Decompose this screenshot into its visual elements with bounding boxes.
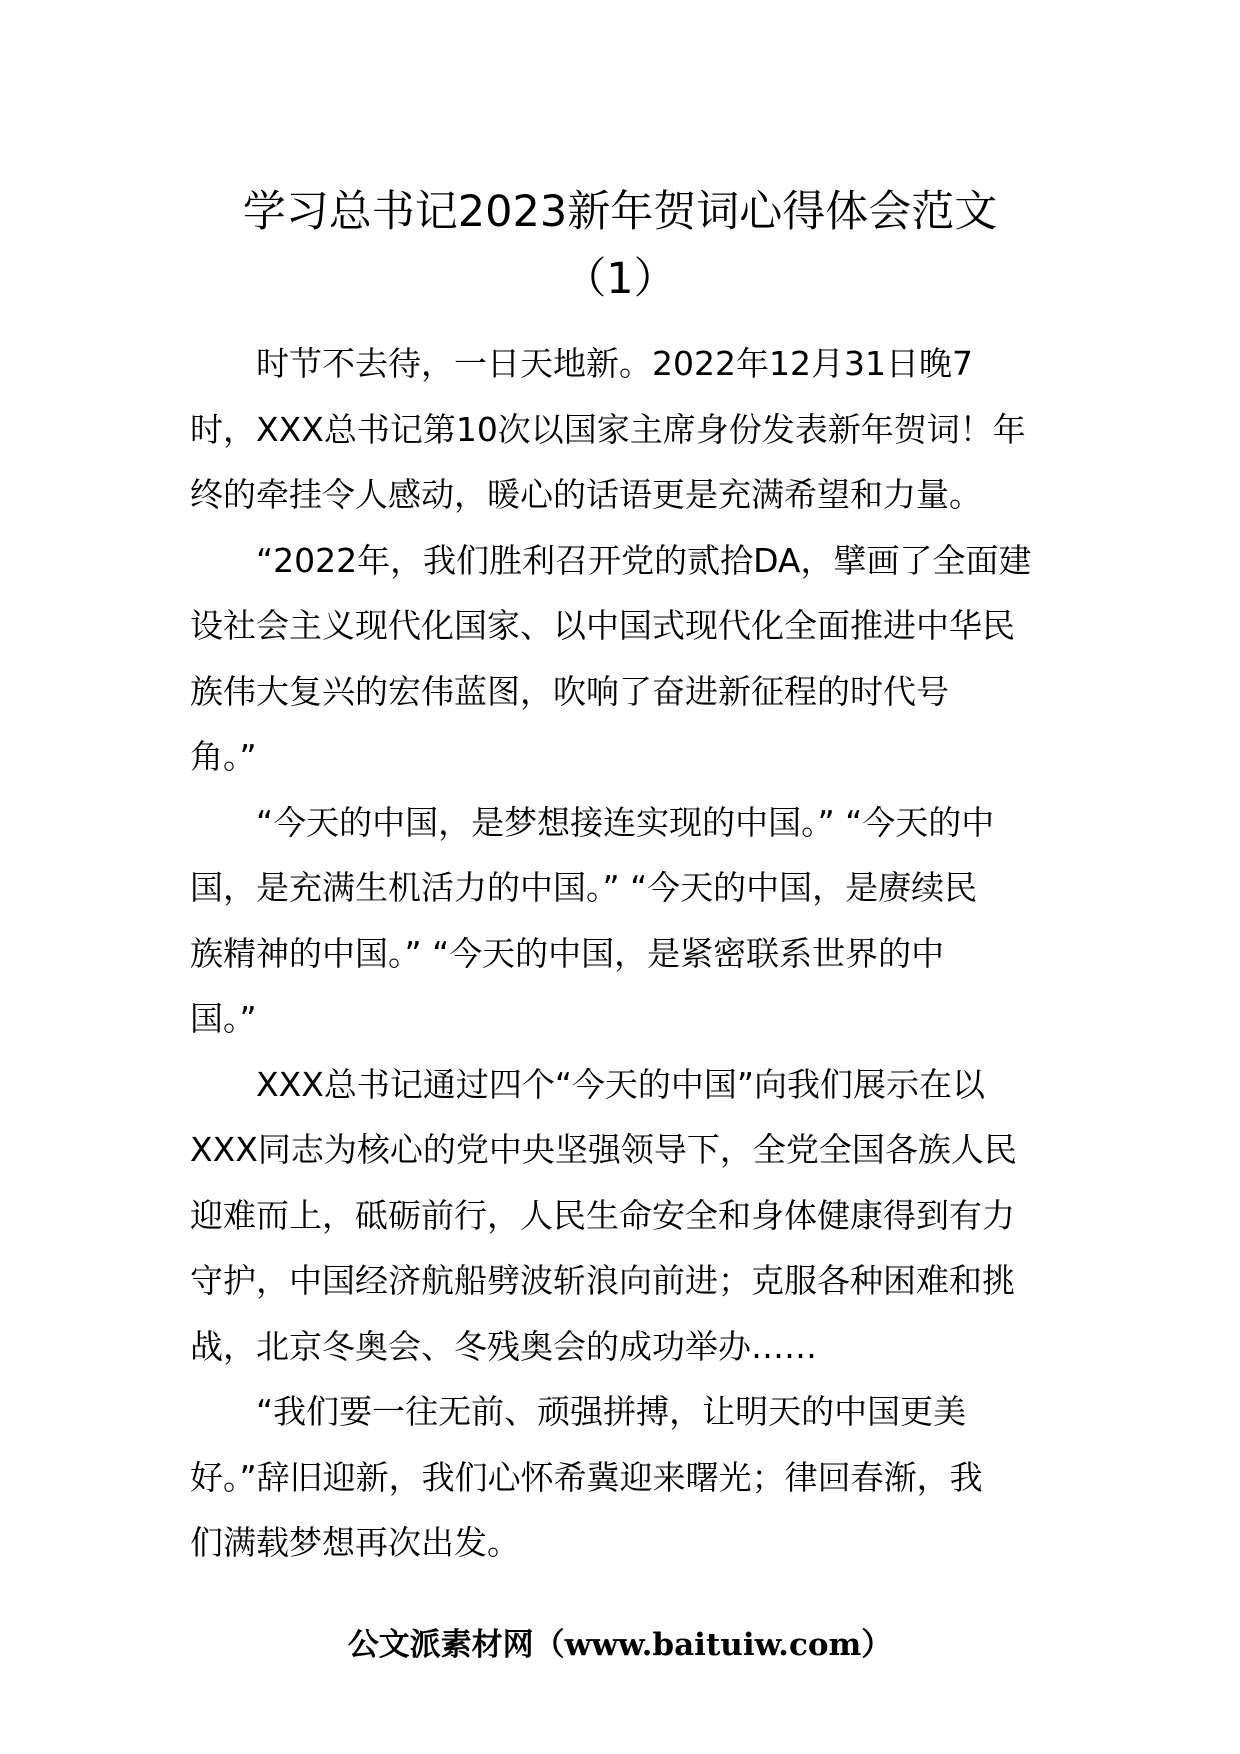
document-title-number: （1） <box>563 254 677 304</box>
paragraph-4-line: 迎难而上，砥砺前行，人民生命安全和身体健康得到有力 <box>190 1195 1015 1235</box>
paragraph-4-line: 守护，中国经济航船劈波斩浪向前进；克服各种困难和挑 <box>190 1261 1015 1300</box>
paragraph-2-line: 角。” <box>190 737 257 776</box>
paragraph-1-line: 时节不去待，一日天地新。2022年12月31日晚7 <box>256 344 973 383</box>
paragraph-2-line: 族伟大复兴的宏伟蓝图，吹响了奋进新征程的时代号 <box>190 671 949 711</box>
paragraph-4-line: XXX总书记通过四个“今天的中国”向我们展示在以 <box>256 1064 986 1104</box>
paragraph-3-line: 国。” <box>190 999 257 1038</box>
document-body <box>190 331 1070 1576</box>
paragraph-3-line: 族精神的中国。” “今天的中国，是紧密联系世界的中 <box>190 933 945 973</box>
paragraph-5-line: 好。”辞旧迎新，我们心怀希冀迎来曙光；律回春渐，我 <box>190 1457 983 1497</box>
paragraph-5-line: 们满载梦想再次出发。 <box>190 1523 520 1562</box>
paragraph-4-line: 战，北京冬奥会、冬残奥会的成功举办…… <box>190 1326 817 1366</box>
paragraph-3-line: 国，是充满生机活力的中国。” “今天的中国，是赓续民 <box>190 868 978 907</box>
paragraph-2-line: “2022年，我们胜利召开党的贰拾DA，擘画了全面建 <box>256 540 1032 580</box>
paragraph-3-line: “今天的中国，是梦想接连实现的中国。” “今天的中 <box>256 802 995 842</box>
paragraph-1-line: 终的牵挂令人感动，暖心的话语更是充满希望和力量。 <box>190 475 982 514</box>
source-footer: 公文派素材网（www.baituiw.com） <box>347 1627 893 1663</box>
document-title: 学习总书记2023新年贺词心得体会范文 <box>242 187 998 237</box>
paragraph-4-line: XXX同志为核心的党中央坚强领导下，全党全国各族人民 <box>190 1130 1017 1169</box>
paragraph-1-line: 时，XXX总书记第10次以国家主席身份发表新年贺词！年 <box>190 409 1026 449</box>
paragraph-2-line: 设社会主义现代化国家、以中国式现代化全面推进中华民 <box>190 606 1015 645</box>
paragraph-5-line: “我们要一往无前、顽强拼搏，让明天的中国更美 <box>256 1392 967 1431</box>
